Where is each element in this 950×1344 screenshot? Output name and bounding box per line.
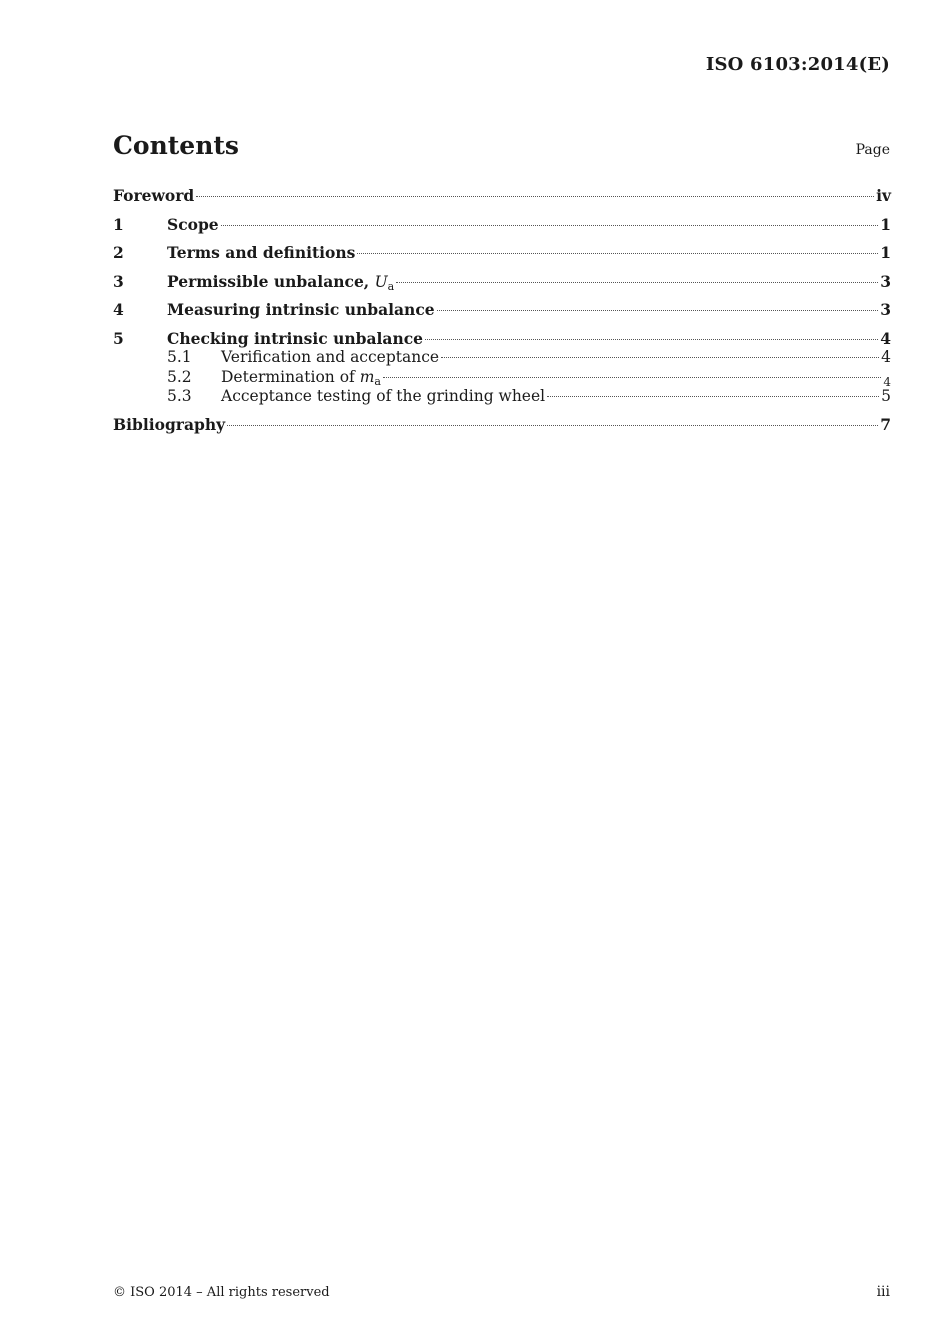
toc-page: 4 <box>881 348 891 366</box>
toc-title: Measuring intrinsic unbalance <box>167 300 435 319</box>
toc-page: 5 <box>881 387 891 405</box>
toc-title: Verification and acceptance <box>221 348 440 366</box>
page-column-label: Page <box>855 142 890 158</box>
toc-number: 5.1 <box>167 348 192 366</box>
toc-number: 5.2 <box>167 367 192 386</box>
toc-number: 4 <box>113 300 124 319</box>
dot-leader <box>357 253 878 254</box>
toc-title: Checking intrinsic unbalance <box>167 328 424 348</box>
toc-number: 2 <box>113 243 124 262</box>
dot-leader <box>425 339 878 340</box>
dot-leader <box>437 310 879 311</box>
toc-title: Permissible unbalance, <box>167 271 375 291</box>
toc-page: 3 <box>880 271 891 291</box>
toc-title: Bibliography <box>113 415 226 434</box>
toc-title: Terms and definitions <box>167 243 356 262</box>
dot-leader <box>383 377 881 378</box>
document-id: ISO 6103:2014(E) <box>705 54 890 75</box>
toc-entry-verification[interactable] <box>113 348 891 368</box>
dot-leader <box>227 425 878 426</box>
toc-entry-measuring[interactable] <box>113 300 891 329</box>
symbol: U <box>374 272 388 291</box>
toc-entry-bibliography[interactable] <box>113 415 891 444</box>
dot-leader <box>196 196 874 197</box>
toc-number: 3 <box>113 271 124 291</box>
toc-number: 5 <box>113 328 124 348</box>
toc-number: 5.3 <box>167 387 192 405</box>
toc-page: 3 <box>880 300 891 319</box>
toc-entry-terms[interactable] <box>113 243 891 272</box>
toc-entry-determination[interactable] <box>113 368 891 388</box>
subscript: a <box>387 279 395 293</box>
subscript: a <box>374 374 381 388</box>
dot-leader <box>396 282 878 283</box>
toc-entry-foreword[interactable] <box>113 186 891 215</box>
toc-title: Foreword <box>113 186 195 205</box>
toc-title-wrapper <box>221 368 381 388</box>
footer-copyright: © ISO 2014 – All rights reserved <box>113 1285 330 1300</box>
toc-page: 4 <box>880 328 891 348</box>
dot-leader <box>221 225 879 226</box>
toc-title: Acceptance testing of the grinding wheel <box>221 387 546 405</box>
toc-page: iv <box>876 186 891 205</box>
toc-title: Scope <box>167 214 219 234</box>
footer-page-number: iii <box>876 1284 890 1300</box>
contents-title: Contents <box>113 131 240 160</box>
toc-number: 1 <box>113 214 124 234</box>
dot-leader <box>547 396 879 397</box>
toc-page: 7 <box>880 415 891 434</box>
table-of-contents <box>113 186 891 444</box>
toc-entry-acceptance-testing[interactable] <box>113 387 891 415</box>
toc-page: 4 <box>883 374 891 389</box>
toc-title-wrapper <box>167 272 394 292</box>
toc-entry-scope[interactable] <box>113 215 891 244</box>
dot-leader <box>441 357 879 358</box>
toc-entry-checking[interactable] <box>113 329 891 349</box>
toc-entry-permissible-unbalance[interactable] <box>113 272 891 301</box>
symbol: m <box>359 367 375 386</box>
toc-page: 1 <box>880 243 891 262</box>
toc-title: Determination of <box>221 367 360 386</box>
toc-page: 1 <box>880 214 891 234</box>
